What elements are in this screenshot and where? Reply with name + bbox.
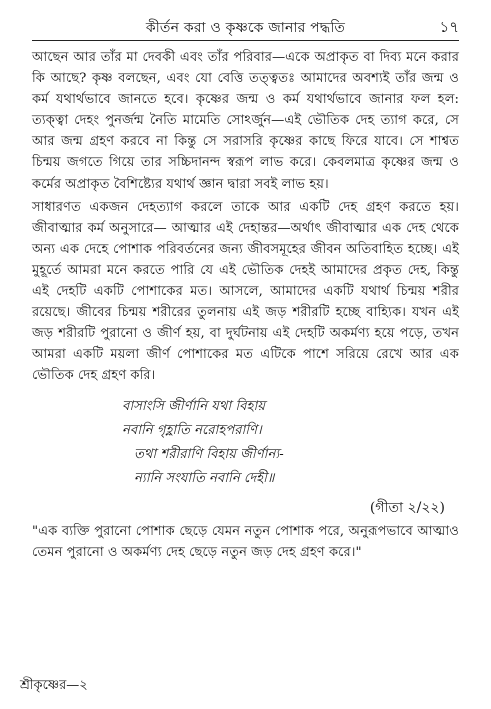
header-rule xyxy=(32,40,459,41)
page-number: ১৭ xyxy=(439,18,459,36)
verse-line-2: নবানি গৃহ্ণাতি নরোহপরাণি। xyxy=(122,422,262,438)
paragraph-2: সাধারণত একজন দেহত্যাগ করলে তাকে আর একটি দেহ গ্রহণ করতে হয়। জীবাত্মার কর্ম অনুসারে— আত্মার এই দেহান্তর—অর্থাৎ জীবাত্মার এক দেহ থেকে অন্য এক দেহে পোশাক পরিবর্তনের জন্য জীবসমূহের জীবন অতিবাহিত হচ্ছে। এই মুহূর্তে আমরা মনে করতে পারি যে এই ভৌতিক দেহই আমাদের প্রকৃত দেহ, কিন্তু এই দেহটি একটি পোশাকের মত। আসলে, আমাদের একটি যথার্থ চিন্ময় শরীর রয়েছে। জীবের চিন্ময় শরীরের তুলনায় এই জড় শরীরটি হচ্ছে বাহ্যিক। যখন এই জড় শরীরটি পুরানো ও জীর্ণ হয়, বা দুর্ঘটনায় এই দেহটি অকর্মণ্য হয়ে পড়ে, তখন আমরা একটি ময়লা জীর্ণ পোশাকের মত এটিকে পাশে সরিয়ে রেখে আর এক ভৌতিক দেহ গ্রহণ করি। xyxy=(32,199,459,384)
sanskrit-verse xyxy=(122,395,459,491)
paragraph-1: আছেন আর তাঁর মা দেবকী এবং তাঁর পরিবার—একে অপ্রাকৃত বা দিব্য মনে করার কি আছে? কৃষ্ণ বলছেন, এবং যো বেত্তি তত্ত্বতঃ আমাদের অবশ্যই তাঁর জন্ম ও কর্ম যথার্থভাবে জানতে হবে। কৃষ্ণের জন্ম ও কর্ম যথার্থভাবে জানার ফল হল: ত্যক্ত্বা দেহং পুনর্জন্ম নৈতি মামেতি সোঽর্জুন—এই ভৌতিক দেহ ত্যাগ করে, সে আর জন্ম গ্রহণ করবে না কিন্তু সে সরাসরি কৃষ্ণের কাছে ফিরে যাবে। সে শাশ্বত চিন্ময় জগতে গিয়ে তার সচ্চিদানন্দ স্বরূপ লাভ করে। কেবলমাত্র কৃষ্ণের জন্ম ও কর্মের অপ্রাকৃত বৈশিষ্ট্যের যথার্থ জ্ঞান দ্বারা সবই লাভ হয়। xyxy=(32,50,459,192)
chapter-title: কীর্তন করা ও কৃষ্ণকে জানার পদ্ধতি xyxy=(145,20,346,36)
signature-mark: শ্রীকৃষ্ণের—২ xyxy=(20,678,88,693)
verse-citation: (গীতা ২/২২) xyxy=(369,499,445,516)
verse-translation: "এক ব্যক্তি পুরানো পোশাক ছেড়ে যেমন নতুন পোশাক পরে, অনুরূপভাবে আত্মাও তেমন পুরানো ও অকর্মণ্য দেহ ছেড়ে নতুন জড় দেহ গ্রহণ করে।" xyxy=(32,523,459,560)
verse-line-3: তথা শরীরাণি বিহায় জীর্ণান্য- xyxy=(134,446,284,462)
verse-line-1: বাসাংসি জীর্ণানি যথা বিহায় xyxy=(122,398,266,414)
running-head xyxy=(32,12,459,38)
verse-line-4: ন্যানি সংযাতি নবানি দেহী॥ xyxy=(134,470,275,486)
